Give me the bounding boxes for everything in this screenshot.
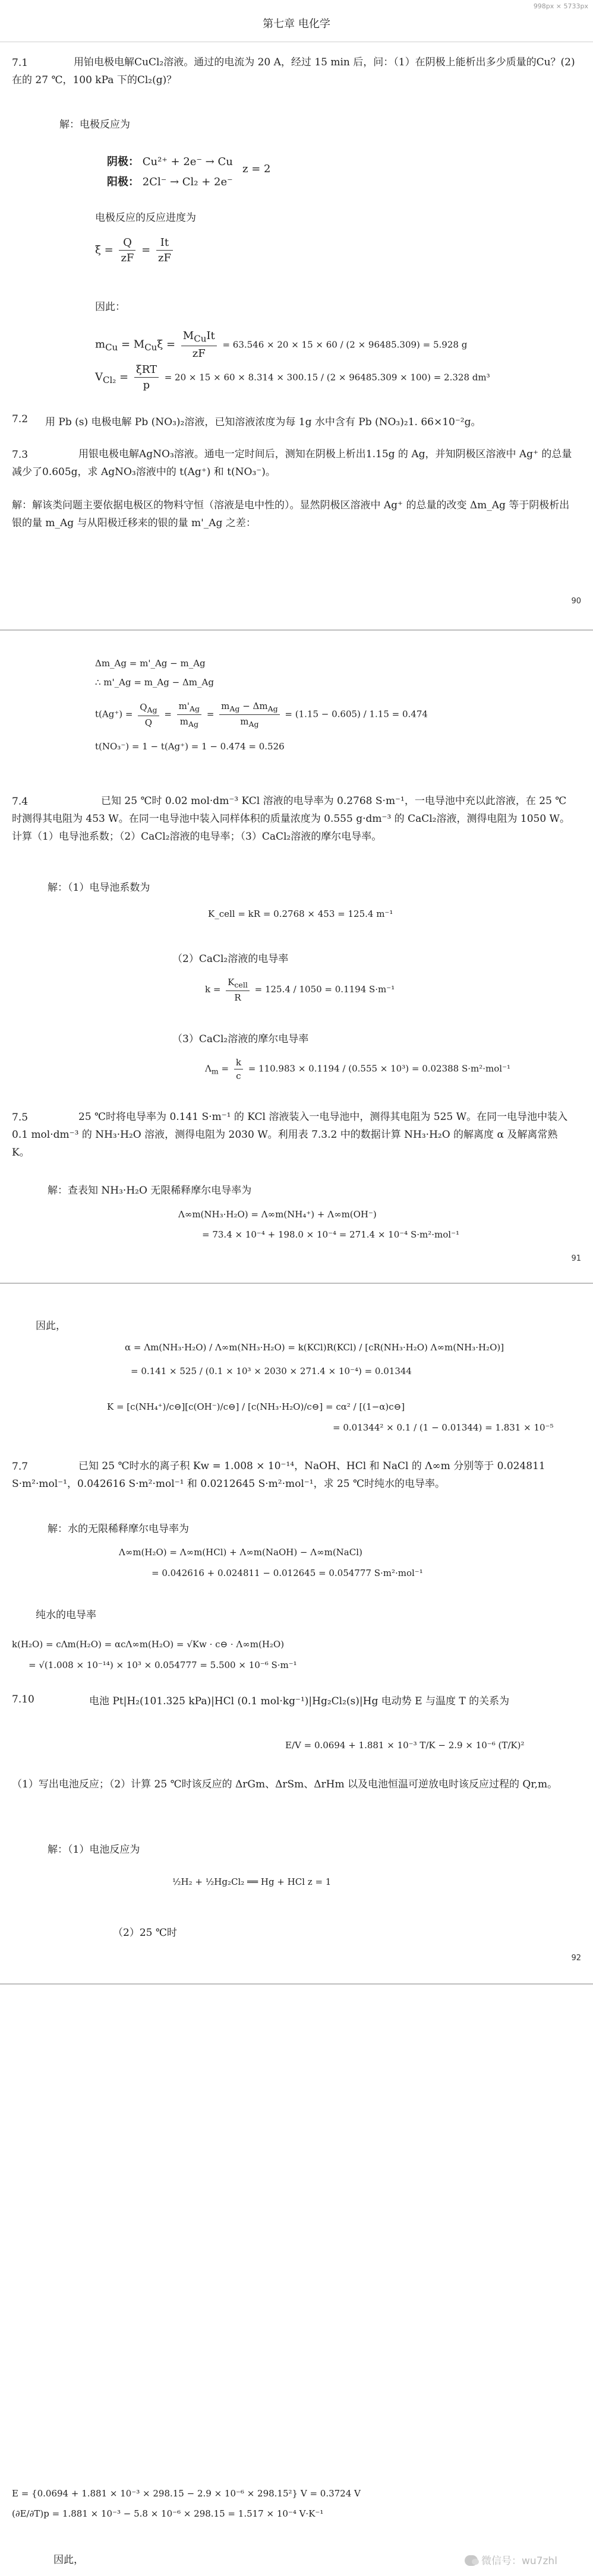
- pure-water-eq: k(H₂O) = cΛm(H₂O) = αcΛ∞m(H₂O) = √Kw · c⊖ · Λ∞m(H₂O): [12, 1639, 285, 1650]
- therefore-label: 因此，: [53, 2554, 84, 2566]
- cathode-equation: Cu²⁺ + 2e⁻ → Cu: [142, 156, 233, 168]
- wechat-icon: [465, 2555, 478, 2566]
- pure-water-result: = √(1.008 × 10⁻¹⁴) × 10³ × 0.054777 = 5.500 × 10⁻⁶ S·m⁻¹: [29, 1660, 297, 1670]
- page-separator: [0, 629, 593, 631]
- step-3-label: （3）CaCl₂溶液的摩尔电导率: [172, 1033, 309, 1045]
- cathode-label: 阴极：: [107, 156, 139, 168]
- page-number: 92: [571, 1954, 581, 1963]
- eq-m-prime: ∴ m'_Ag = m_Ag − Δm_Ag: [95, 677, 214, 688]
- electron-number: z = 2: [242, 163, 271, 175]
- problem-7-4-text: 已知 25 ℃时 0.02 mol·dm⁻³ KCl 溶液的电导率为 0.2768 S·m⁻¹，一电导池中充以此溶液，在 25 ℃时测得其电阻为 453 W。在同一电导池中装入同样体积的质量浓度为 0.555 g·dm⁻³ 的 CaCl₂溶液，测得电阻为 1050 W。计算（1）电导池系数；（2）CaCl₂溶液的电导率；（3）CaCl₂溶液的摩尔电导率。: [12, 795, 570, 843]
- step-2-label: （2）25 ℃时: [113, 1927, 177, 1939]
- solution-label: 解：（1）电池反应为: [48, 1844, 140, 1856]
- problem-7-7-text: 已知 25 ℃时水的离子积 Kw = 1.008 × 10⁻¹⁴，NaOH、HCl 和 NaCl 的 Λ∞m 分别等于 0.024811 S·m²·mol⁻¹，0.042616 S·m²·mol⁻¹ 和 0.0212645 S·m²·mol⁻¹，求 25 ℃时纯水的电导率。: [12, 1460, 545, 1490]
- cathode-line: [107, 153, 233, 169]
- pure-water-label: 纯水的电导率: [36, 1609, 96, 1621]
- solution-label: 解：电极反应为: [59, 119, 130, 131]
- problem-7-5-text: 25 ℃时将电导率为 0.141 S·m⁻¹ 的 KCl 溶液装入一电导池中，测得其电阻为 525 W。在同一电导池中装入 0.1 mol·dm⁻³ 的 NH₃·H₂O 溶液，测得电阻为 2030 W。利用表 7.3.2 中的数据计算 NH₃·H₂O 的解离度 α 及解离常熟 K。: [12, 1111, 568, 1159]
- step-2-label: （2）CaCl₂溶液的电导率: [172, 953, 289, 965]
- anode-label: 阳极：: [107, 176, 139, 188]
- page-separator: [0, 1283, 593, 1284]
- t-ag-result: = (1.15 − 0.605) / 1.15 = 0.474: [285, 708, 428, 720]
- conductivity-result: = 125.4 / 1050 = 0.1194 S·m⁻¹: [254, 984, 395, 995]
- limiting-conductivity-eq: Λ∞m(NH₃·H₂O) = Λ∞m(NH₄⁺) + Λ∞m(OH⁻): [178, 1209, 377, 1220]
- problem-7-3-solution: 解：解该类问题主要依据电极区的物料守恒（溶液是电中性的）。显然阴极区溶液中 Ag⁺ 的总量的改变 Δm_Ag 等于阴极析出银的量 m_Ag 与从阳极迁移来的银的量 m'_Ag 之差：: [12, 499, 570, 529]
- mass-cu-formula: $m_{Cu} = M_{Cu}\xi$ = $\frac{M_{Cu}It}{zF}$ = 63.546 × 20 × 15 × 60 / (2 × 96485.309) = 5.928 g: [95, 330, 468, 360]
- therefore-label: 因此，: [36, 1320, 66, 1332]
- molar-conductivity-result: = 110.983 × 0.1194 / (0.555 × 10³) = 0.02388 S·m²·mol⁻¹: [248, 1063, 511, 1074]
- progress-formula: ξ = $\frac{Q}{zF}$ = $\frac{It}{zF}$: [95, 236, 175, 264]
- page-separator: [0, 1983, 593, 1985]
- eq-t-no3: t(NO₃⁻) = 1 − t(Ag⁺) = 1 − 0.474 = 0.526: [95, 741, 285, 752]
- emf-equation: E/V = 0.0694 + 1.881 × 10⁻³ T/K − 2.9 × 10⁻⁶ (T/K)²: [285, 1740, 525, 1751]
- problem-number: 7.4: [12, 796, 29, 808]
- eq-t-ag: t(Ag⁺) = $\frac{Q_{Ag}}{Q}$ = $\frac{m'_{Ag}}{m_{Ag}}$ = $\frac{m_{Ag} - \Delta m_{Ag}}{m_{Ag}}$ = (1.15 − 0.605) / 1.15 = 0.474: [95, 701, 428, 729]
- progress-text: 电极反应的反应进度为: [95, 212, 196, 224]
- problem-7-10-questions: （1）写出电池反应；（2）计算 25 ℃时该反应的 ΔrGm、ΔrSm、ΔrHm 以及电池恒温可逆放电时该反应过程的 Qr,m。: [12, 1778, 558, 1790]
- dissociation-constant-eq: K = [c(NH₄⁺)/c⊖][c(OH⁻)/c⊖] / [c(NH₃·H₂O)/c⊖] = cα² / [(1−α)c⊖]: [107, 1401, 405, 1412]
- problem-number: 7.5: [12, 1112, 29, 1124]
- water-limiting-result: = 0.042616 + 0.024811 − 0.012645 = 0.054777 S·m²·mol⁻¹: [152, 1568, 423, 1578]
- molar-conductivity-eq: $\Lambda_m$ = $\frac{k}{c}$ = 110.983 × 0.1194 / (0.555 × 10³) = 0.02388 S·m²·mol⁻¹: [205, 1057, 511, 1081]
- problem-number: 7.3: [12, 449, 29, 461]
- watermark: [465, 2552, 557, 2567]
- solution-label: 解：查表知 NH₃·H₂O 无限稀释摩尔电导率为: [48, 1185, 252, 1197]
- dissociation-constant-result: = 0.01344² × 0.1 / (1 − 0.01344) = 1.831 × 10⁻⁵: [333, 1422, 554, 1433]
- therefore-label: 因此：: [95, 301, 125, 313]
- water-limiting-eq: Λ∞m(H₂O) = Λ∞m(HCl) + Λ∞m(NaOH) − Λ∞m(NaCl): [119, 1547, 362, 1558]
- page-header: [0, 0, 593, 42]
- dissociation-degree-eq: α = Λm(NH₃·H₂O) / Λ∞m(NH₃·H₂O) = k(KCl)R(KCl) / [cR(NH₃·H₂O) Λ∞m(NH₃·H₂O)]: [125, 1342, 504, 1353]
- problem-number: 7.10: [12, 1694, 34, 1705]
- emf-value-eq: E = {0.0694 + 1.881 × 10⁻³ × 298.15 − 2.9 × 10⁻⁶ × 298.15²} V = 0.3724 V: [12, 2488, 361, 2499]
- problem-number: 7.1: [12, 57, 29, 69]
- volume-cl-result: = 20 × 15 × 60 × 8.314 × 300.15 / (2 × 96485.309 × 100) = 2.328 dm³: [164, 372, 490, 383]
- problem-number: 7.7: [12, 1461, 29, 1473]
- problem-7-2-text: 用 Pb (s) 电极电解 Pb (NO₃)₂溶液，已知溶液浓度为每 1g 水中含有 Pb (NO₃)₂1. 66×10⁻²g。: [45, 416, 481, 428]
- watermark-text: 微信号：wu7zhl: [481, 2555, 557, 2567]
- problem-number: 7.2: [12, 413, 29, 425]
- conductivity-eq: k = $\frac{K_{cell}}{R}$ = 125.4 / 1050 = 0.1194 S·m⁻¹: [205, 977, 395, 1003]
- volume-cl-formula: $V_{Cl_2}$ = $\frac{\text{ξRT}}{p}$ = 20 × 15 × 60 × 8.314 × 300.15 / (2 × 96485.309 × 100) = 2.328 dm³: [95, 363, 490, 391]
- problem-7-3-text: 用银电极电解AgNO₃溶液。通电一定时间后，测知在阴极上析出1.15g 的 Ag，并知阴极区溶液中 Ag⁺ 的总量减少了0.605g，求 AgNO₃溶液中的 t(Ag⁺) 和 t(NO₃⁻)。: [12, 448, 572, 478]
- eq-delta-m: Δm_Ag = m'_Ag − m_Ag: [95, 658, 206, 669]
- dissociation-degree-result: = 0.141 × 525 / (0.1 × 10³ × 2030 × 271.4 × 10⁻⁴) = 0.01344: [131, 1366, 412, 1376]
- anode-equation: 2Cl⁻ → Cl₂ + 2e⁻: [142, 176, 233, 188]
- problem-7-1-text: 用铂电极电解CuCl₂溶液。通过的电流为 20 A，经过 15 min 后，问：（1）在阴极上能析出多少质量的Cu？(2) 在的 27 ℃，100 kPa 下的Cl₂(g)？: [12, 56, 575, 86]
- temperature-coefficient-eq: (∂E/∂T)p = 1.881 × 10⁻³ − 5.8 × 10⁻⁶ × 298.15 = 1.517 × 10⁻⁴ V·K⁻¹: [12, 2508, 324, 2519]
- anode-line: [107, 173, 233, 189]
- mass-cu-result: = 63.546 × 20 × 15 × 60 / (2 × 96485.309) = 5.928 g: [222, 339, 468, 350]
- cell-reaction: ½H₂ + ½Hg₂Cl₂ ══ Hg + HCl z = 1: [172, 1876, 332, 1887]
- size-note: 998px × 5733px: [533, 2, 588, 10]
- cell-constant-eq: K_cell = kR = 0.2768 × 453 = 125.4 m⁻¹: [208, 909, 393, 919]
- page-number: 90: [571, 597, 581, 606]
- solution-label: 解：（1）电导池系数为: [48, 882, 150, 894]
- page-number: 91: [571, 1254, 581, 1263]
- limiting-conductivity-result: = 73.4 × 10⁻⁴ + 198.0 × 10⁻⁴ = 271.4 × 10⁻⁴ S·m²·mol⁻¹: [202, 1229, 459, 1240]
- solution-label: 解：水的无限稀释摩尔电导率为: [48, 1523, 189, 1535]
- chapter-title: 第七章 电化学: [263, 18, 330, 30]
- problem-7-10-text: 电池 Pt|H₂(101.325 kPa)|HCl (0.1 mol·kg⁻¹)|Hg₂Cl₂(s)|Hg 电动势 E 与温度 T 的关系为: [89, 1695, 510, 1707]
